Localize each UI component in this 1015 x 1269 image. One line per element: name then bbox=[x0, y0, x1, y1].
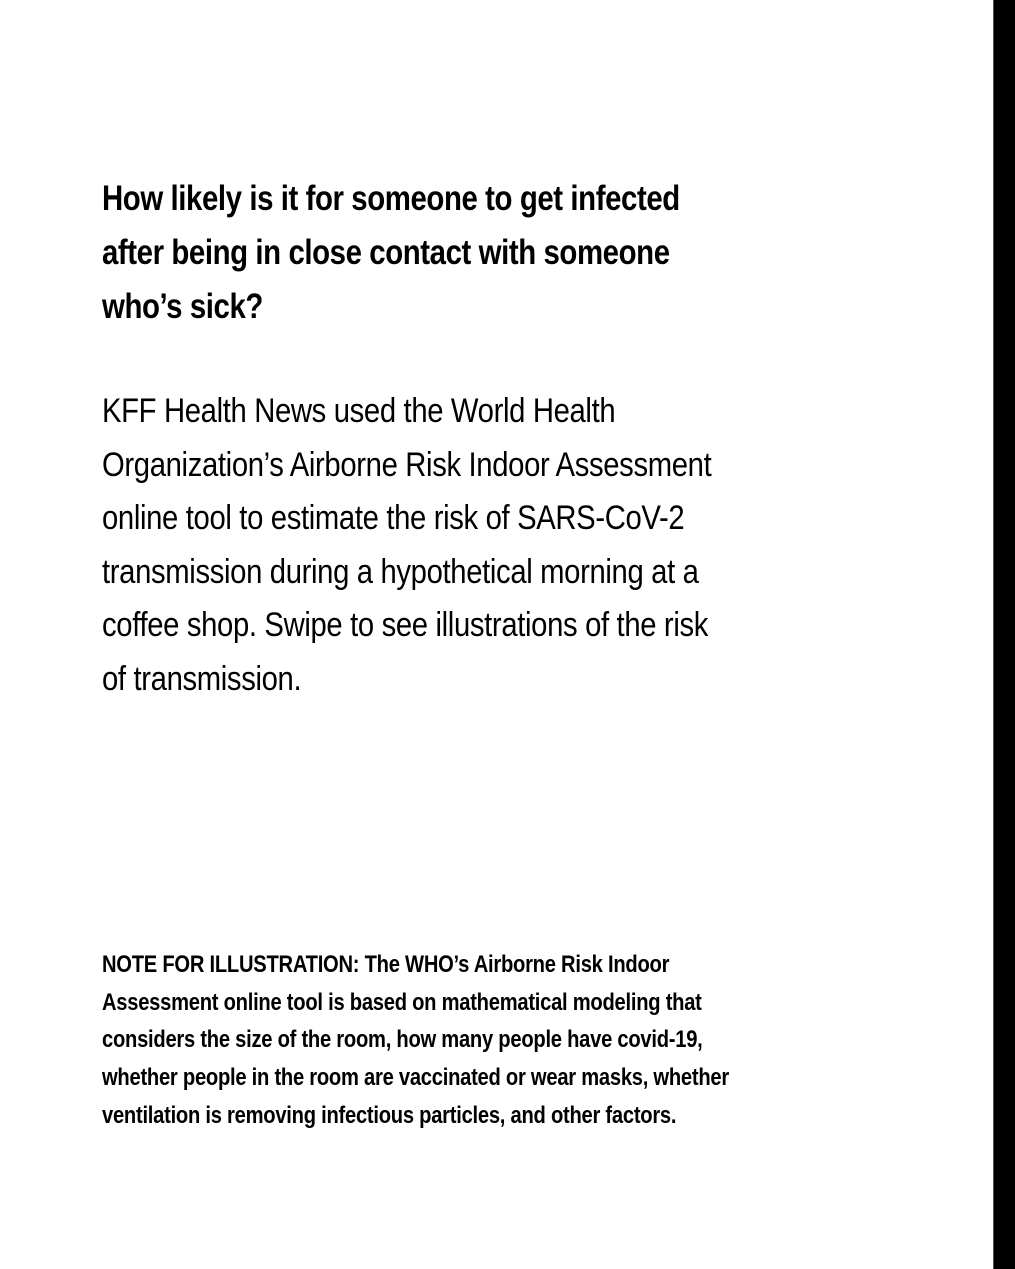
body-line: coffee shop. Swipe to see illustrations of the risk bbox=[102, 606, 709, 644]
headline-line: who’s sick? bbox=[102, 287, 263, 326]
note-line: whether people in the room are vaccinated or wear masks, whether bbox=[102, 1064, 729, 1092]
headline-line: after being in close contact with someone bbox=[102, 233, 670, 272]
body-line: online tool to estimate the risk of SARS-CoV-2 bbox=[102, 499, 685, 537]
note-line: ventilation is removing infectious particles, and other factors. bbox=[102, 1101, 677, 1129]
body-paragraph bbox=[102, 385, 811, 706]
note-line: considers the size of the room, how many people have covid-19, bbox=[102, 1026, 703, 1054]
body-line: transmission during a hypothetical morning at a bbox=[102, 552, 699, 591]
body-line: of transmission. bbox=[102, 659, 302, 698]
headline bbox=[102, 172, 790, 334]
illustration-note bbox=[102, 946, 848, 1134]
body-line: Organization’s Airborne Risk Indoor Assessment bbox=[102, 445, 712, 484]
right-edge-bar bbox=[993, 0, 1015, 1269]
note-line: Assessment online tool is based on mathematical modeling that bbox=[102, 988, 702, 1016]
headline-line: How likely is it for someone to get infected bbox=[102, 179, 680, 218]
note-line: NOTE FOR ILLUSTRATION: The WHO’s Airborne Risk Indoor bbox=[102, 951, 670, 978]
body-line: KFF Health News used the World Health bbox=[102, 392, 616, 430]
